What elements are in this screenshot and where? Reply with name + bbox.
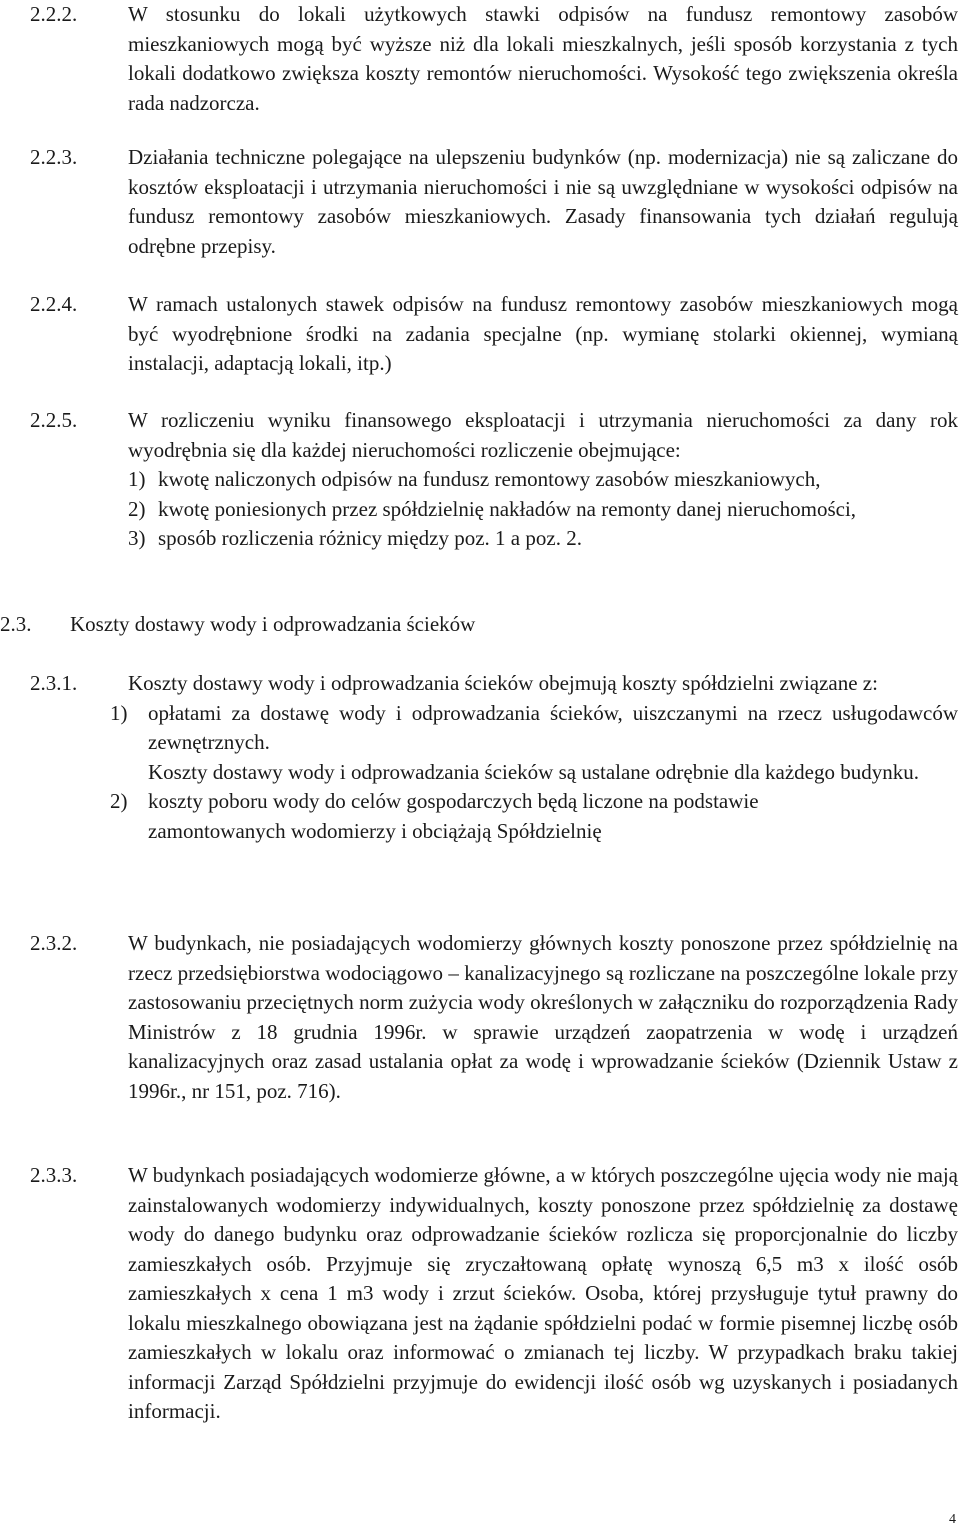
section-body (128, 406, 958, 554)
list-item (110, 787, 958, 846)
item-text: opłatami za dostawę wody i odprowadzania ścieków, uiszczanymi na rzecz usługodawców zewnętrznych. (148, 700, 958, 754)
item-number: 1) (110, 700, 128, 725)
section-2-2-4 (30, 290, 958, 379)
item-text: sposób rozliczenia różnicy między poz. 1 a poz. 2. (158, 526, 582, 550)
section-2-2-5 (30, 406, 958, 554)
section-number: 2.3.2. (30, 931, 78, 955)
list-item (128, 524, 958, 554)
item-list (128, 465, 958, 554)
section-2-2-2 (30, 0, 958, 118)
item-text: kwotę poniesionych przez spółdzielnię nakładów na remonty danej nieruchomości, (158, 496, 857, 521)
section-number: 2.2.2. (30, 2, 78, 26)
item-text: koszty poboru wody do celów gospodarczych będą liczone na podstawie zamontowanych wodomierzy i obciążają Spółdzielnię (148, 789, 759, 843)
item-number: 2) (128, 496, 146, 521)
section-2-3 (0, 610, 958, 640)
item-note: Koszty dostawy wody i odprowadzania ścieków są ustalane odrębnie dla każdego budynku. (148, 759, 919, 784)
section-text: Koszty dostawy wody i odprowadzania ścieków obejmują koszty spółdzielni związane z: (128, 671, 878, 695)
section-text: W budynkach, nie posiadających wodomierzy głównych koszty ponoszone przez spółdzielnię na rzecz przedsiębiorstwa wodociągowo – kanalizacyjnego są rozliczane na poszczególne lokale przy zastosowaniu przeciętnych norm zużycia wody określonych w załączniku do rozporządzenia Rady Ministrów z 18 grudnia 1996r. w sprawie urządzeń zaopatrzenia w wodę i urządzeń kanalizacyjnych oraz zasad ustalania opłat za wodę i wprowadzanie ścieków (Dziennik Ustaw z 1996r., nr 151, poz. 716). (128, 931, 958, 1103)
section-text: W stosunku do lokali użytkowych stawki odpisów na fundusz remontowy zasobów mieszkaniowych mogą być wyższe niż dla lokali mieszkalnych, jeśli sposób korzystania z tych lokali dodatkowo zwiększa koszty remontów nieruchomości. Wysokość tego zwiększenia określa rada nadzorcza. (128, 2, 958, 115)
section-2-2-3 (30, 143, 958, 261)
list-item (128, 495, 958, 525)
page-number: 4 (949, 1512, 956, 1527)
section-number: 2.2.5. (30, 408, 78, 432)
section-number: 2.2.3. (30, 145, 78, 169)
section-text: W budynkach posiadających wodomierze główne, a w których poszczególne ujęcia wody nie mają zainstalowanych wodomierzy indywidualnych, koszty ponoszone przez spółdzielnię za dostawę wody do danego budynku oraz odprowadzanie ścieków rozlicza się proporcjonalnie do liczby zamieszkałych osób. Przyjmuje się zryczałtowaną opłatę wynoszą 6,5 m3 x ilość osób zamieszkałych x cena 1 m3 wody i zrzut ścieków. Osoba, której przysługuje tytuł prawny do lokalu mieszkalnego obowiązana jest na żądanie spółdzielni podać w formie pisemnej liczbę osób zamieszkałych w lokalu oraz informować o zmianach tej liczby. W przypadkach braku takiej informacji Zarząd Spółdzielni przyjmuje do ewidencji ilość osób wg uzyskanych i posiadanych informacji. (128, 1163, 958, 1423)
list-item (110, 699, 958, 788)
section-2-3-1 (30, 669, 958, 846)
section-2-3-3 (30, 1161, 958, 1427)
section-number: 2.3.3. (30, 1163, 78, 1187)
section-text: Działania techniczne polegające na ulepszeniu budynków (np. modernizacja) nie są zaliczane do kosztów eksploatacji i utrzymania nieruchomości i nie są uwzględniane w wysokości odpisów na fundusz remontowy zasobów mieszkaniowych. Zasady finansowania tych działań regulują odrębne przepisy. (128, 145, 958, 258)
section-heading: Koszty dostawy wody i odprowadzania ścieków (70, 612, 476, 636)
section-body (110, 669, 958, 846)
section-2-3-2 (30, 929, 958, 1106)
section-text: W rozliczeniu wyniku finansowego eksploatacji i utrzymania nieruchomości za dany rok wyodrębnia się dla każdej nieruchomości rozliczenie obejmujące: (128, 408, 958, 462)
section-heading-number: 2.3. (0, 612, 32, 636)
item-body (148, 699, 958, 788)
item-list (110, 699, 958, 847)
section-number: 2.3.1. (30, 671, 78, 695)
item-number: 3) (128, 526, 146, 550)
item-number: 1) (128, 467, 146, 491)
list-item (128, 465, 958, 495)
item-text: kwotę naliczonych odpisów na fundusz remontowy zasobów mieszkaniowych, (158, 467, 821, 491)
section-text: W ramach ustalonych stawek odpisów na fundusz remontowy zasobów mieszkaniowych mogą być wyodrębnione środki na zadania specjalne (np. wymianę stolarki okiennej, wymianą instalacji, adaptacją lokali, itp.) (128, 292, 958, 375)
item-number: 2) (110, 789, 128, 813)
section-number: 2.2.4. (30, 292, 78, 316)
